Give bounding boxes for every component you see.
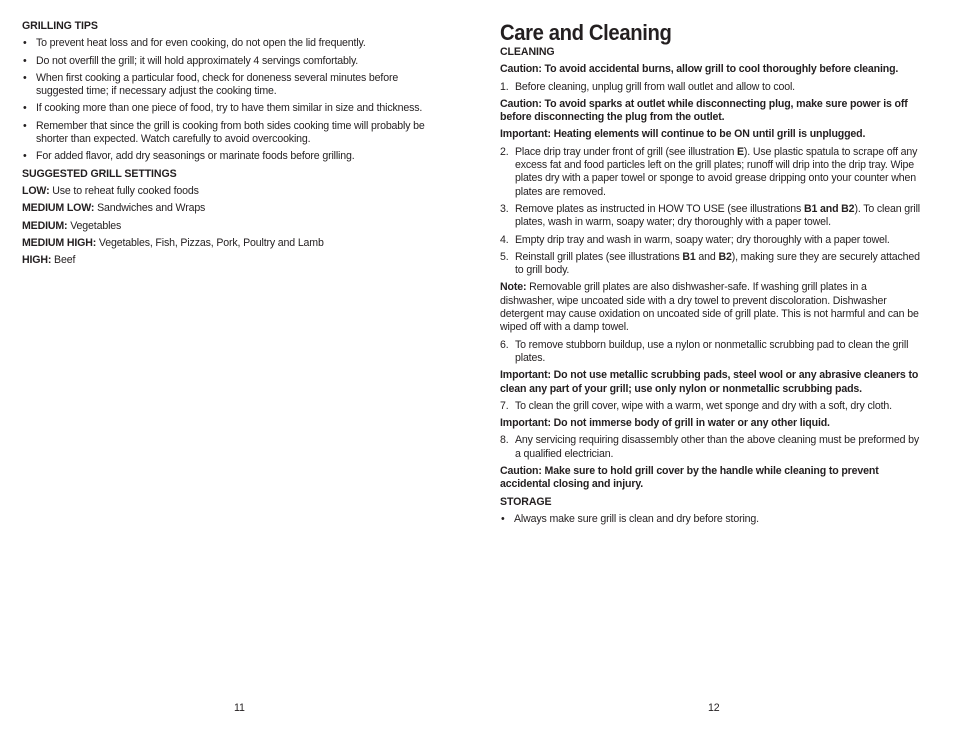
cleaning-step: 3. Remove plates as instructed in HOW TO USE (see illustrations B1 and B2). To clean grill plates, wash in warm, soapy water; dry thoroughly with a paper towel. [500, 202, 920, 229]
step-text: To remove stubborn buildup, use a nylon or nonmetallic scrubbing pad to clean the grill plates. [515, 338, 909, 364]
page-number: 11 [234, 702, 245, 714]
tip-item: • When first cooking a particular food, check for doneness several minutes before suggested time; if necessary adjust the cooking time. [22, 72, 442, 99]
tip-item: • To prevent heat loss and for even cooking, do not open the lid frequently. [22, 37, 442, 50]
setting-label: MEDIUM: [22, 219, 68, 232]
important-heating: Important: Heating elements will continue to be ON until grill is unplugged. [500, 128, 866, 141]
step-text: Remove plates as instructed in HOW TO USE (see illustrations [515, 202, 804, 215]
cleaning-steps-e [500, 434, 922, 461]
illustration-ref: B1 and B2 [803, 202, 855, 215]
storage-list [500, 513, 922, 526]
illustration-ref: B1 [682, 250, 696, 263]
setting-text: Use to reheat fully cooked foods [49, 184, 199, 197]
tip-item: • If cooking more than one piece of food, try to have them similar in size and thickness. [22, 102, 442, 115]
setting-text: Vegetables [67, 219, 122, 232]
tip-item: • Do not overfill the grill; it will hold approximately 4 servings comfortably. [22, 55, 442, 68]
step-text: To clean the grill cover, wipe with a warm, wet sponge and dry with a soft, dry cloth. [515, 399, 892, 412]
setting-high [22, 254, 442, 267]
cleaning-steps-d [500, 400, 922, 413]
storage-heading: STORAGE [500, 495, 552, 508]
cleaning-steps-a [500, 81, 922, 94]
setting-text: Vegetables, Fish, Pizzas, Pork, Poultry and Lamb [96, 236, 324, 249]
setting-medium-high [22, 237, 442, 250]
cleaning-steps-b [500, 146, 922, 278]
setting-medium-low [22, 202, 442, 215]
cleaning-steps-c [500, 339, 922, 366]
setting-label: LOW: [22, 184, 50, 197]
caution-cover: Caution: Make sure to hold grill cover by the handle while cleaning to prevent accidental closing and injury. [500, 465, 879, 491]
setting-label: MEDIUM LOW: [22, 202, 95, 215]
step-text: Any servicing requiring disassembly other than the above cleaning must be preformed by a qualified electrician. [515, 434, 920, 460]
important-immerse: Important: Do not immerse body of grill in water or any other liquid. [500, 417, 830, 430]
grilling-tips-list [22, 37, 442, 163]
important-metal: Important: Do not use metallic scrubbing pads, steel wool or any abrasive cleaners to clean any part of your grill; use only nylon or nonmetallic scrubbing pads. [500, 369, 919, 395]
step-text: and [695, 250, 719, 263]
cleaning-step: 4. Empty drip tray and wash in warm, soapy water; dry thoroughly with a paper towel. [500, 233, 890, 246]
cleaning-heading: CLEANING [500, 46, 555, 58]
caution-sparks: Caution: To avoid sparks at outlet while disconnecting plug, make sure power is off before disconnecting the plug from the outlet. [500, 97, 908, 124]
step-text: ). To clean grill plates, wash in warm, soapy water; dry thoroughly with a paper towel. [515, 202, 920, 229]
step-text: Empty drip tray and wash in warm, soapy water; dry thoroughly with a paper towel. [515, 233, 890, 246]
cleaning-step: 2. Place drip tray under front of grill (see illustration E). Use plastic spatula to scrape off any excess fat and food particles left on the grill plates; runoff will drip into the drip tray. Wipe plates dry with a paper towel or sponge to avoid grease dripping onto your counter when plates are removed. [500, 145, 918, 198]
illustration-ref: E [736, 145, 744, 158]
grill-settings-heading: SUGGESTED GRILL SETTINGS [22, 167, 177, 180]
page-number: 12 [708, 702, 720, 714]
setting-text: Sandwiches and Wraps [94, 202, 206, 215]
note [500, 281, 922, 334]
tip-item: • Remember that since the grill is cooking from both sides cooking time will probably be shorter than expected. Watch carefully to avoid overcooking. [22, 120, 442, 147]
step-text: Before cleaning, unplug grill from wall outlet and allow to cool. [515, 80, 795, 93]
step-text: ). Use plastic spatula to scrape off any excess fat and food particles left on the grill plates; runoff will drip into the drip tray. Wipe plates dry with a paper towel or sponge to avoid grease dripping onto your counter when plates are removed. [515, 145, 918, 198]
setting-label: HIGH: [22, 254, 52, 267]
grilling-tips-heading: GRILLING TIPS [22, 20, 98, 32]
cleaning-step: 8. Any servicing requiring disassembly other than the above cleaning must be preformed by a qualified electrician. [500, 434, 920, 460]
cleaning-step: 5. Reinstall grill plates (see illustrations B1 and B2), making sure they are securely attached to grill body. [500, 250, 920, 277]
step-text: Reinstall grill plates (see illustrations [515, 250, 683, 263]
illustration-ref: B2 [718, 250, 732, 263]
cleaning-step: 7. To clean the grill cover, wipe with a warm, wet sponge and dry with a soft, dry cloth. [500, 399, 892, 412]
setting-low [22, 185, 442, 198]
cleaning-step: 1. Before cleaning, unplug grill from wall outlet and allow to cool. [500, 80, 795, 93]
right-column [500, 20, 922, 530]
setting-text: Beef [51, 254, 76, 267]
page-title: Care and Cleaning [500, 20, 672, 45]
step-text: ), making sure they are securely attached to grill body. [515, 250, 920, 277]
tip-item: • For added flavor, add dry seasonings or marinate foods before grilling. [22, 150, 442, 163]
cleaning-step: 6. To remove stubborn buildup, use a nylon or nonmetallic scrubbing pad to clean the grill plates. [500, 338, 909, 364]
step-text: Place drip tray under front of grill (see illustration [515, 145, 737, 158]
storage-item: • Always make sure grill is clean and dry before storing. [500, 513, 922, 526]
note-text: Removable grill plates are also dishwasher-safe. If washing grill plates in a dishwasher, wipe uncoated side with a dry towel to prevent discoloration. Dishwasher detergent may cause oxidation on uncoated side of grill plate. This is not harmful and can be wiped off with a damp towel. [500, 281, 919, 334]
setting-label: MEDIUM HIGH: [22, 236, 97, 249]
left-column [22, 20, 442, 271]
setting-medium [22, 220, 442, 233]
right-page [477, 0, 954, 738]
caution-burns: Caution: To avoid accidental burns, allow grill to cool thoroughly before cleaning. [500, 63, 899, 76]
note-label: Note: [500, 281, 527, 294]
